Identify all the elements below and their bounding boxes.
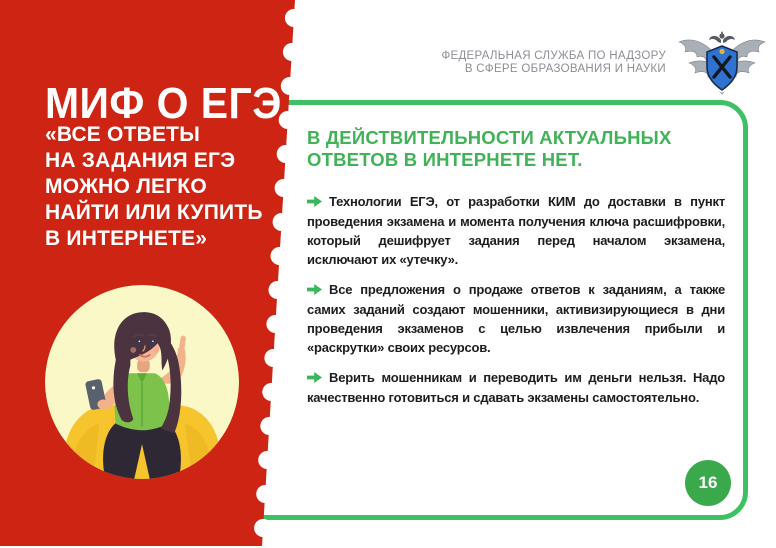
fact-item-text: Все предложения о продаже ответов к заданиям, а также самих заданий создают мошенники, активизирующиеся в дни проведения экзаменов с целью извлечения прибыли и «раскрутки» своих ресурсов.: [307, 282, 725, 355]
myth-title: МИФ О ЕГЭ: [45, 79, 282, 129]
agency-name-line2: В СФЕРЕ ОБРАЗОВАНИЯ И НАУКИ: [464, 63, 666, 75]
fact-card: [245, 100, 748, 520]
arrow-right-icon: [307, 369, 322, 388]
fact-card-title-line2: ОТВЕТОВ В ИНТЕРНЕТЕ НЕТ.: [307, 148, 583, 170]
myth-quote-line2: НА ЗАДАНИЯ ЕГЭ: [45, 149, 236, 172]
fact-card-title: [307, 127, 725, 170]
fact-item: [307, 368, 725, 407]
page-number-badge: [685, 460, 731, 506]
myth-quote-line3: МОЖНО ЛЕГКО: [45, 175, 207, 198]
agency-name: [441, 50, 666, 76]
arrow-right-icon: [307, 193, 322, 212]
myth-quote-line5: В ИНТЕРНЕТЕ»: [45, 227, 208, 250]
fact-card-title-line1: В ДЕЙСТВИТЕЛЬНОСТИ АКТУАЛЬНЫХ: [307, 127, 672, 148]
agency-name-line1: ФЕДЕРАЛЬНАЯ СЛУЖБА ПО НАДЗОРУ: [441, 50, 666, 62]
fact-item-text: Верить мошенникам и переводить им деньги нельзя. Надо качественно готовиться и сдавать экзамены самостоятельно.: [307, 370, 725, 405]
myth-quote: [45, 122, 263, 252]
myth-quote-line4: НАЙТИ ИЛИ КУПИТЬ: [45, 201, 263, 224]
girl-with-phone-illustration: [45, 285, 239, 479]
rosobrnadzor-eagle-emblem-icon: [676, 30, 768, 101]
page-number: 16: [698, 473, 718, 492]
myth-quote-line1: «ВСЕ ОТВЕТЫ: [45, 123, 200, 146]
fact-item: [307, 192, 725, 269]
fact-item-text: Технологии ЕГЭ, от разработки КИМ до доставки в пункт проведения экзамена и момента получения ключа расшифровки, который дешифрует задания перед началом экзамена, исключают их «утечку».: [307, 194, 725, 267]
fact-item: [307, 280, 725, 357]
arrow-right-icon: [307, 281, 322, 300]
